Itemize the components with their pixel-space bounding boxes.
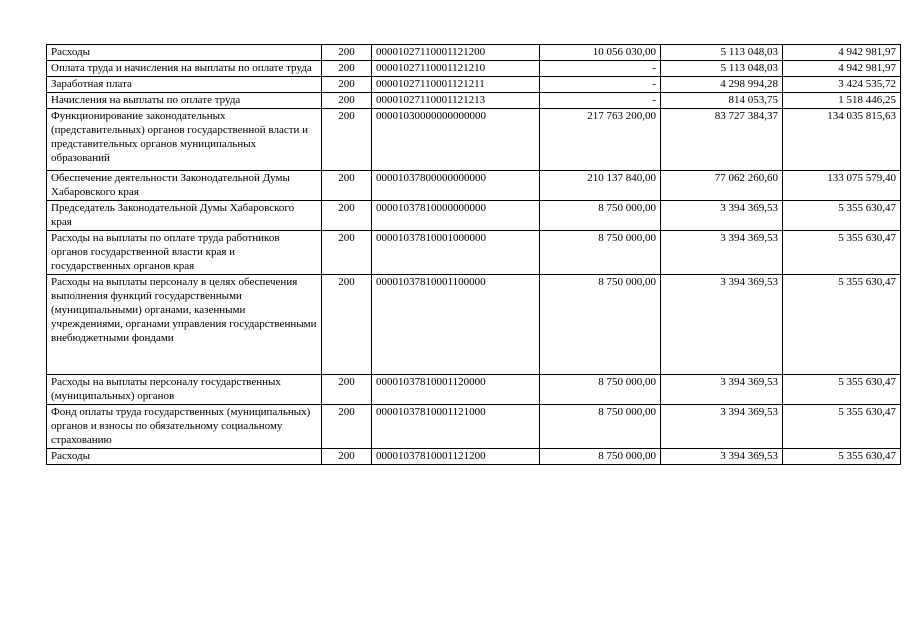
row-budget-code: 00001027110001121211 [372, 77, 540, 93]
row-name: Расходы на выплаты персоналу государственных (муниципальных) органов [47, 375, 322, 405]
row-executed: 77 062 260,60 [661, 171, 783, 201]
row-executed: 3 394 369,53 [661, 449, 783, 465]
row-name: Функционирование законодательных (представительных) органов государственной власти и представительных органов муниципальных образований [47, 109, 322, 171]
row-name: Расходы на выплаты персоналу в целях обеспечения выполнения функций государственными (муниципальными) органами, казенными учреждениями, органами управления государственными внебюджетными фондами [47, 275, 322, 375]
row-approved: - [540, 61, 661, 77]
row-line-code: 200 [322, 45, 372, 61]
row-executed: 3 394 369,53 [661, 275, 783, 375]
row-remaining: 5 355 630,47 [783, 275, 901, 375]
table-row [47, 109, 901, 171]
table-row [47, 201, 901, 231]
table-row [47, 61, 901, 77]
row-budget-code: 00001037810000000000 [372, 201, 540, 231]
row-budget-code: 00001037810001120000 [372, 375, 540, 405]
row-name: Расходы на выплаты по оплате труда работников органов государственной власти края и государственных органов края [47, 231, 322, 275]
row-remaining: 3 424 535,72 [783, 77, 901, 93]
row-remaining: 133 075 579,40 [783, 171, 901, 201]
row-remaining: 134 035 815,63 [783, 109, 901, 171]
row-approved: 8 750 000,00 [540, 375, 661, 405]
row-remaining: 5 355 630,47 [783, 201, 901, 231]
row-budget-code: 00001027110001121213 [372, 93, 540, 109]
table-row [47, 231, 901, 275]
row-name: Председатель Законодательной Думы Хабаровского края [47, 201, 322, 231]
row-approved: 10 056 030,00 [540, 45, 661, 61]
table-row [47, 405, 901, 449]
row-line-code: 200 [322, 231, 372, 275]
row-approved: 8 750 000,00 [540, 231, 661, 275]
row-line-code: 200 [322, 109, 372, 171]
row-budget-code: 00001027110001121210 [372, 61, 540, 77]
row-executed: 814 053,75 [661, 93, 783, 109]
row-approved: - [540, 77, 661, 93]
row-remaining: 4 942 981,97 [783, 61, 901, 77]
row-line-code: 200 [322, 405, 372, 449]
row-line-code: 200 [322, 449, 372, 465]
row-executed: 5 113 048,03 [661, 45, 783, 61]
table-row [47, 449, 901, 465]
row-line-code: 200 [322, 201, 372, 231]
row-line-code: 200 [322, 93, 372, 109]
row-name: Фонд оплаты труда государственных (муниципальных) органов и взносы по обязательному социальному страхованию [47, 405, 322, 449]
row-name: Расходы [47, 45, 322, 61]
row-line-code: 200 [322, 171, 372, 201]
row-approved: 8 750 000,00 [540, 405, 661, 449]
row-line-code: 200 [322, 275, 372, 375]
row-name: Расходы [47, 449, 322, 465]
row-approved: 8 750 000,00 [540, 201, 661, 231]
row-name: Заработная плата [47, 77, 322, 93]
table-row [47, 375, 901, 405]
row-remaining: 5 355 630,47 [783, 375, 901, 405]
row-approved: 8 750 000,00 [540, 275, 661, 375]
row-executed: 83 727 384,37 [661, 109, 783, 171]
row-budget-code: 00001037800000000000 [372, 171, 540, 201]
row-budget-code: 00001037810001121200 [372, 449, 540, 465]
table-row [47, 275, 901, 375]
row-executed: 3 394 369,53 [661, 375, 783, 405]
row-budget-code: 00001030000000000000 [372, 109, 540, 171]
row-remaining: 4 942 981,97 [783, 45, 901, 61]
row-remaining: 5 355 630,47 [783, 405, 901, 449]
row-name: Оплата труда и начисления на выплаты по оплате труда [47, 61, 322, 77]
row-approved: 210 137 840,00 [540, 171, 661, 201]
row-approved: - [540, 93, 661, 109]
row-name: Начисления на выплаты по оплате труда [47, 93, 322, 109]
row-executed: 3 394 369,53 [661, 201, 783, 231]
row-name: Обеспечение деятельности Законодательной Думы Хабаровского края [47, 171, 322, 201]
table-row [47, 45, 901, 61]
row-line-code: 200 [322, 77, 372, 93]
row-remaining: 5 355 630,47 [783, 449, 901, 465]
row-approved: 8 750 000,00 [540, 449, 661, 465]
table-row [47, 171, 901, 201]
row-executed: 4 298 994,28 [661, 77, 783, 93]
row-line-code: 200 [322, 375, 372, 405]
budget-execution-table [46, 44, 901, 465]
row-budget-code: 00001037810001000000 [372, 231, 540, 275]
row-remaining: 1 518 446,25 [783, 93, 901, 109]
row-budget-code: 00001037810001121000 [372, 405, 540, 449]
row-executed: 5 113 048,03 [661, 61, 783, 77]
row-line-code: 200 [322, 61, 372, 77]
row-budget-code: 00001037810001100000 [372, 275, 540, 375]
row-remaining: 5 355 630,47 [783, 231, 901, 275]
row-budget-code: 00001027110001121200 [372, 45, 540, 61]
row-executed: 3 394 369,53 [661, 405, 783, 449]
table-row [47, 77, 901, 93]
row-approved: 217 763 200,00 [540, 109, 661, 171]
table-row [47, 93, 901, 109]
row-executed: 3 394 369,53 [661, 231, 783, 275]
